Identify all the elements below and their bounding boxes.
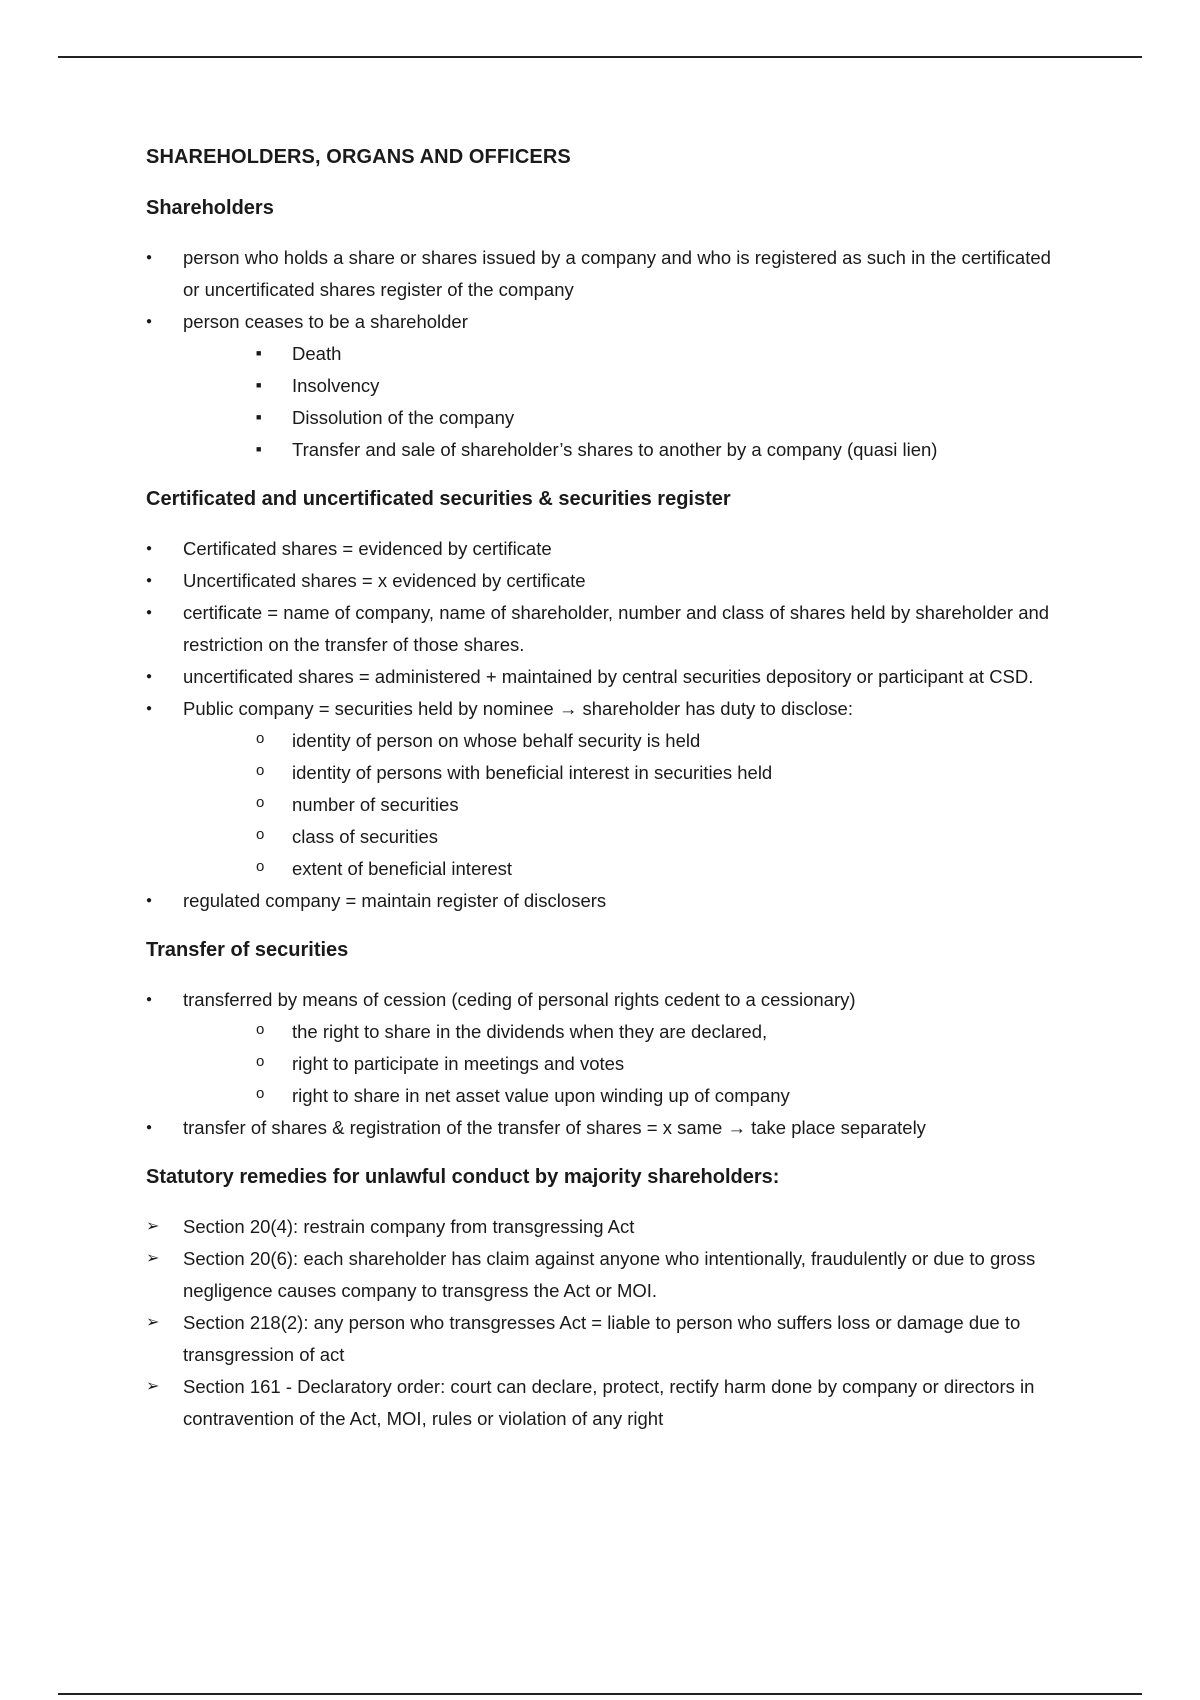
sub-list-item: ■ Insolvency	[256, 370, 1066, 402]
bullet-icon	[146, 984, 166, 1018]
arrow-list	[146, 1211, 1066, 1435]
section-heading: Certificated and uncertificated securities & securities register	[146, 488, 731, 510]
list-item: ➢ Section 218(2): any person who transgresses Act = liable to person who suffers loss or damage due to transgression of act	[146, 1307, 1066, 1371]
circle-bullet-icon	[256, 853, 276, 885]
bullet-icon	[146, 565, 166, 599]
section-transfer-of-securities	[146, 939, 1066, 1144]
circle-bullet-icon	[256, 1048, 276, 1080]
sub-list-item: o right to share in net asset value upon winding up of company	[256, 1080, 1066, 1112]
sub-list	[183, 725, 1066, 885]
bullet-icon	[146, 693, 166, 727]
circle-bullet-icon	[256, 725, 276, 757]
bullet-list	[146, 533, 1066, 917]
sub-list-item: o identity of persons with beneficial interest in securities held	[256, 757, 1066, 789]
list-item: ● Uncertificated shares = x evidenced by certificate	[146, 565, 1066, 597]
bullet-icon	[146, 1112, 166, 1146]
bullet-icon	[146, 242, 166, 276]
sub-list-item: o number of securities	[256, 789, 1066, 821]
section-shareholders	[146, 197, 1066, 466]
list-item: ➢ Section 161 - Declaratory order: court can declare, protect, rectify harm done by company or directors in contravention of the Act, MOI, rules or violation of any right	[146, 1371, 1066, 1435]
list-item: ➢ Section 20(4): restrain company from transgressing Act	[146, 1211, 1066, 1243]
list-item: ➢ Section 20(6): each shareholder has claim against anyone who intentionally, fraudulently or due to gross negligence causes company to transgress the Act or MOI.	[146, 1243, 1066, 1307]
list-item: ● Certificated shares = evidenced by certificate	[146, 533, 1066, 565]
square-bullet-icon	[256, 434, 276, 467]
list-item: ● person who holds a share or shares issued by a company and who is registered as such in the certificated or uncertificated shares register of the company	[146, 242, 1066, 306]
sub-list-item: o the right to share in the dividends when they are declared,	[256, 1016, 1066, 1048]
section-statutory-remedies	[146, 1166, 1066, 1435]
bullet-icon	[146, 597, 166, 631]
list-item: ● certificate = name of company, name of shareholder, number and class of shares held by shareholder and restriction on the transfer of those shares.	[146, 597, 1066, 661]
section-heading: Shareholders	[146, 197, 274, 219]
sub-list-item: o class of securities	[256, 821, 1066, 853]
list-item: ● Public company = securities held by nominee → shareholder has duty to disclose: o identity of person on whose behalf security is held o identity of persons with beneficial interest in securities held o number of securities o class of securities o extent of beneficial interest	[146, 693, 1066, 885]
bullet-icon	[146, 533, 166, 567]
arrow-bullet-icon	[146, 1211, 166, 1243]
sub-list-item: o right to participate in meetings and votes	[256, 1048, 1066, 1080]
list-item: ● transfer of shares & registration of the transfer of shares = x same → take place separately	[146, 1112, 1066, 1144]
square-bullet-icon	[256, 370, 276, 403]
circle-bullet-icon	[256, 1080, 276, 1112]
sub-list-item: o extent of beneficial interest	[256, 853, 1066, 885]
page-title: SHAREHOLDERS, ORGANS AND OFFICERS	[146, 146, 571, 168]
arrow-bullet-icon	[146, 1307, 166, 1339]
section-heading: Statutory remedies for unlawful conduct by majority shareholders:	[146, 1166, 780, 1188]
sub-list-item: o identity of person on whose behalf security is held	[256, 725, 1066, 757]
bullet-list	[146, 242, 1066, 466]
list-item: ● transferred by means of cession (ceding of personal rights cedent to a cessionary) o the right to share in the dividends when they are declared, o right to participate in meetings and votes o right to share in net asset value upon winding up of company	[146, 984, 1066, 1112]
list-item: ● person ceases to be a shareholder ■ Death ■ Insolvency ■ Dissolution of the company ■ Transfer and sale of shareholder’s shares to another by a company (quasi lien)	[146, 306, 1066, 466]
circle-bullet-icon	[256, 1016, 276, 1048]
section-certificated-securities	[146, 488, 1066, 917]
sub-list-item: ■ Death	[256, 338, 1066, 370]
circle-bullet-icon	[256, 821, 276, 853]
list-item: ● uncertificated shares = administered + maintained by central securities depository or participant at CSD.	[146, 661, 1066, 693]
arrow-bullet-icon	[146, 1371, 166, 1403]
bullet-icon	[146, 661, 166, 695]
circle-bullet-icon	[256, 757, 276, 789]
bullet-list	[146, 984, 1066, 1144]
sub-list-item: ■ Dissolution of the company	[256, 402, 1066, 434]
arrow-bullet-icon	[146, 1243, 166, 1275]
document-body	[146, 146, 1066, 1457]
bullet-icon	[146, 885, 166, 919]
circle-bullet-icon	[256, 789, 276, 821]
sub-list	[183, 338, 1066, 466]
list-item: ● regulated company = maintain register of disclosers	[146, 885, 1066, 917]
square-bullet-icon	[256, 402, 276, 435]
bullet-icon	[146, 306, 166, 340]
section-heading: Transfer of securities	[146, 939, 349, 961]
square-bullet-icon	[256, 338, 276, 371]
bottom-rule	[58, 1693, 1142, 1695]
top-rule	[58, 56, 1142, 58]
sub-list-item: ■ Transfer and sale of shareholder’s shares to another by a company (quasi lien)	[256, 434, 1066, 466]
sub-list	[183, 1016, 1066, 1112]
